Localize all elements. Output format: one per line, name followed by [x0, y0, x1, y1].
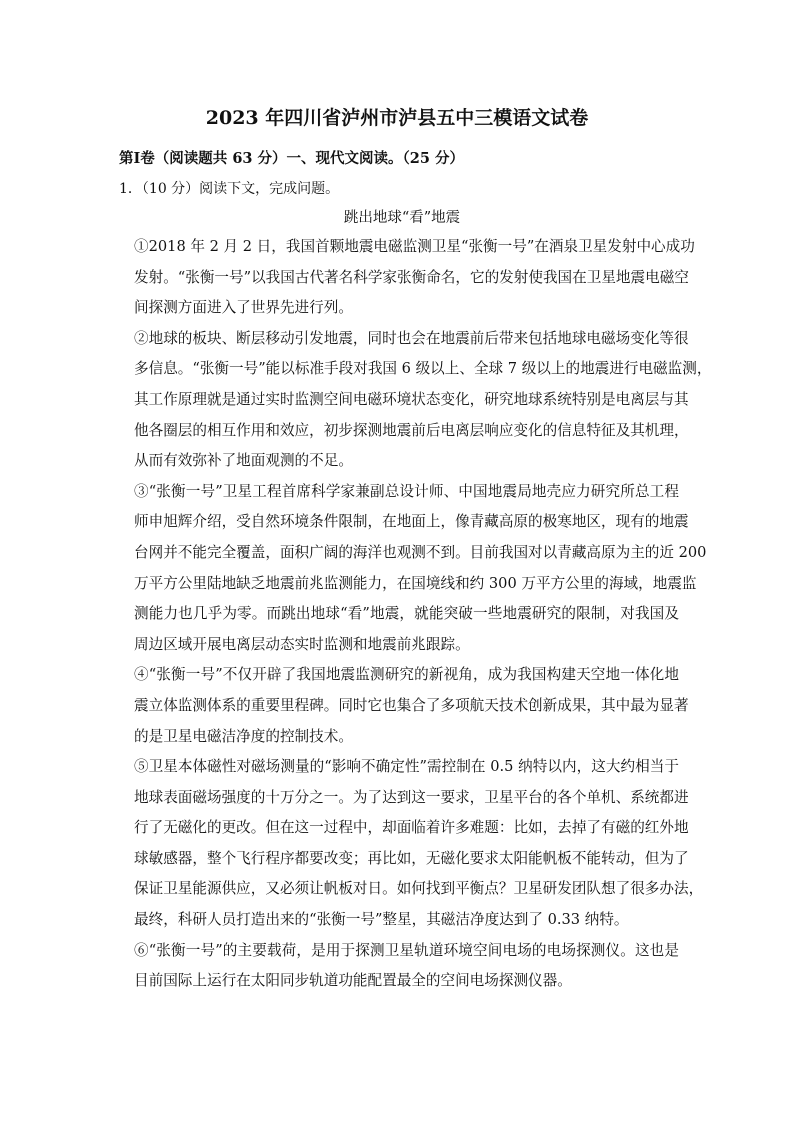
paragraph-line: 发射。“张衡一号”以我国古代著名科学家张衡命名，它的发射使我国在卫星地震电磁空	[134, 268, 689, 286]
paragraph-line: 最终，科研人员打造出来的“张衡一号”整星，其磁洁净度达到了 0.33 纳特。	[134, 911, 629, 929]
paragraph-line: 周边区域开展电离层动态实时监测和地震前兆跟踪。	[134, 635, 470, 653]
paragraph-line: 万平方公里陆地缺乏地震前兆监测能力，在国境线和约 300 万平方公里的海域，地震监	[134, 574, 697, 592]
article-paragraph	[134, 232, 695, 324]
paragraph-line: 目前国际上运行在太阳同步轨道功能配置最全的空间电场探测仪器。	[134, 972, 572, 990]
paragraph-line: 从而有效弥补了地面观测的不足。	[134, 452, 353, 470]
paragraph-line: 保证卫星能源供应，又必须让帆板对日。如何找到平衡点？卫星研发团队想了很多办法，	[134, 880, 704, 898]
paragraph-line: ③“张衡一号”卫星工程首席科学家兼副总设计师、中国地震局地壳应力研究所总工程	[134, 482, 679, 500]
paragraph-line: 地球表面磁场强度的十万分之一。为了达到这一要求，卫星平台的各个单机、系统都进	[134, 788, 689, 806]
article-paragraph	[134, 752, 704, 936]
paragraph-line: ①2018 年 2 月 2 日，我国首颗地震电磁监测卫星“张衡一号”在酒泉卫星发射中心成功	[134, 238, 695, 255]
question-instruction: 1．（10 分）阅读下文，完成问题。	[119, 181, 340, 197]
paragraph-line: ④“张衡一号”不仅开辟了我国地震监测研究的新视角，成为我国构建天空地一体化地	[134, 666, 679, 684]
paragraph-line: 的是卫星电磁洁净度的控制技术。	[134, 727, 353, 745]
paragraph-line: 间探测方面进入了世界先进行列。	[134, 299, 353, 317]
paragraph-line: 多信息。“张衡一号”能以标准手段对我国 6 级以上、全球 7 级以上的地震进行电磁监测，	[134, 360, 712, 378]
article-paragraph	[134, 936, 679, 997]
exam-title: 2023 年四川省泸州市泸县五中三模语文试卷	[205, 107, 589, 129]
article-body	[134, 232, 712, 997]
article-title: 跳出地球“看”地震	[343, 210, 461, 226]
section-heading: 第Ⅰ卷（阅读题共 63 分）一、现代文阅读。（25 分）	[119, 150, 465, 167]
paragraph-line: 行了无磁化的更改。但在这一过程中，却面临着许多难题：比如，去掉了有磁的红外地	[134, 819, 689, 837]
paragraph-line: 师申旭辉介绍，受自然环境条件限制，在地面上，像青藏高原的极寒地区，现有的地震	[134, 513, 689, 531]
paragraph-line: ⑥“张衡一号”的主要载荷，是用于探测卫星轨道环境空间电场的电场探测仪。这也是	[134, 941, 679, 959]
paragraph-line: 其工作原理就是通过实时监测空间电磁环境状态变化，研究地球系统特别是电离层与其	[134, 390, 689, 408]
paragraph-line: 测能力也几乎为零。而跳出地球“看”地震，就能突破一些地震研究的限制，对我国及	[134, 605, 679, 623]
article-paragraph	[134, 477, 707, 661]
paragraph-line: 台网并不能完全覆盖，面积广阔的海洋也观测不到。目前我国对以青藏高原为主的近 200	[134, 543, 707, 561]
paragraph-line: ②地球的板块、断层移动引发地震，同时也会在地震前后带来包括地球电磁场变化等很	[134, 329, 689, 347]
paragraph-line: 震立体监测体系的重要里程碑。同时它也集合了多项航天技术创新成果，其中最为显著	[134, 696, 689, 714]
paragraph-line: 球敏感器，整个飞行程序都要改变；再比如，无磁化要求太阳能帆板不能转动，但为了	[134, 849, 689, 867]
paragraph-line: 他各圈层的相互作用和效应，初步探测地震前后电离层响应变化的信息特征及其机理，	[134, 421, 689, 439]
paragraph-line: ⑤卫星本体磁性对磁场测量的“影响不确定性”需控制在 0.5 纳特以内，这大约相当于	[134, 758, 679, 776]
article-paragraph	[134, 324, 712, 477]
article-paragraph	[134, 660, 689, 752]
